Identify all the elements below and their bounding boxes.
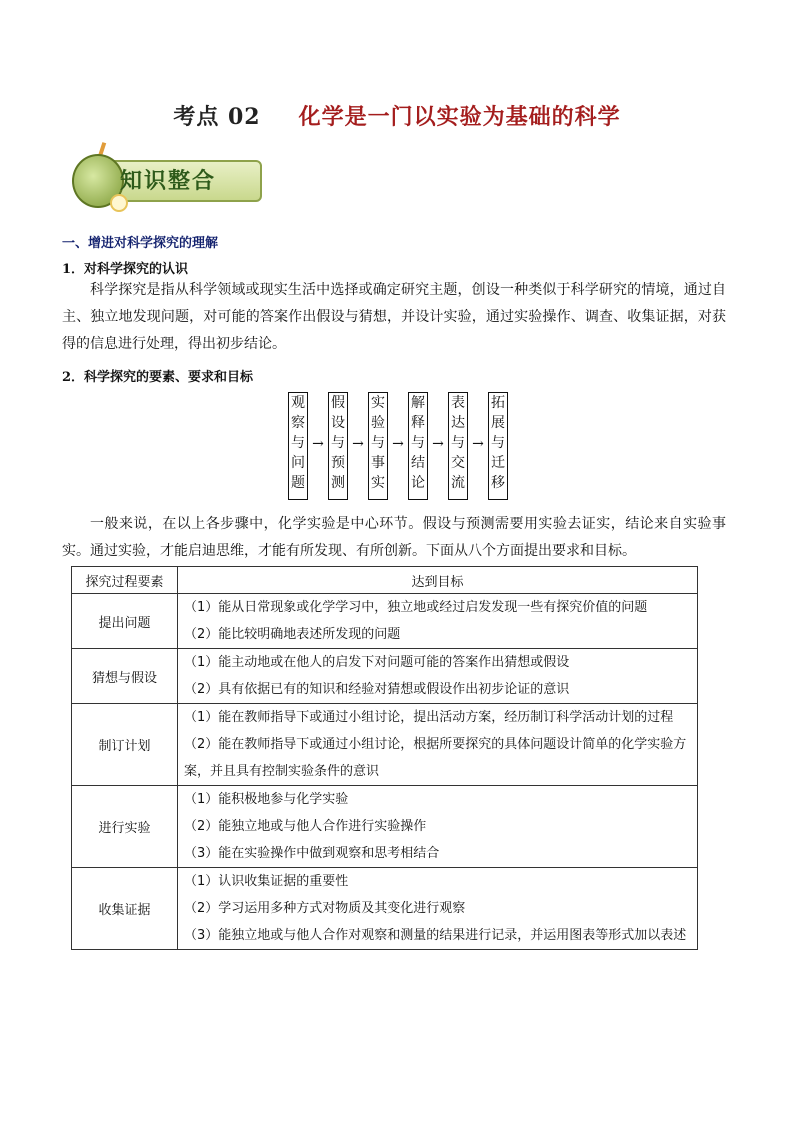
flow-arrow-icon: → — [472, 436, 484, 452]
flow-step-char: 观 — [291, 395, 305, 411]
flow-step-char: 结 — [411, 455, 425, 471]
flow-step-char: 实 — [371, 475, 385, 491]
flow-arrow-icon: → — [352, 436, 364, 452]
flow-step-box — [368, 392, 388, 500]
topic-title: 化学是一门以实验为基础的科学 — [298, 104, 621, 130]
topic-code: 考点 02 — [173, 104, 261, 130]
flow-step-char: 与 — [331, 435, 345, 451]
flow-step-char: 与 — [451, 435, 465, 451]
flow-step-char: 与 — [371, 435, 385, 451]
element-cell: 猜想与假设 — [72, 649, 178, 704]
flow-step-char: 交 — [451, 455, 465, 471]
goal-cell — [178, 649, 698, 704]
goal-item: （2）具有依据已有的知识和经验对猜想或假设作出初步论证的意识 — [184, 682, 570, 697]
flow-step-box — [288, 392, 308, 500]
flow-step-char: 测 — [331, 475, 345, 491]
section-heading: 一、增进对科学探究的理解 — [62, 236, 219, 251]
flower-icon — [110, 194, 128, 212]
goal-item: （1）能从日常现象或化学学习中，独立地或经过启发发现一些有探究价值的问题 — [184, 600, 648, 615]
flow-step-char: 展 — [491, 415, 505, 431]
flow-step-char: 察 — [291, 415, 305, 431]
flow-step-char: 题 — [291, 475, 305, 491]
flow-step-char: 解 — [411, 395, 425, 411]
goal-item: （2）学习运用多种方式对物质及其变化进行观察 — [184, 901, 466, 916]
paragraph-1: 科学探究是指从科学领域或现实生活中选择或确定研究主题，创设一种类似于科学研究的情境，通过自主、独立地发现问题，对可能的答案作出假设与猜想，并设计实验，通过实验操作、调查、收集证据，对获得的信息进行处理，得出初步结论。 — [62, 282, 726, 352]
flow-step-char: 论 — [411, 475, 425, 491]
flow-step-char: 拓 — [491, 395, 505, 411]
goal-item: （3）能独立地或与他人合作对观察和测量的结果进行记录，并运用图表等形式加以表述 — [184, 928, 687, 943]
goal-cell — [178, 594, 698, 649]
goal-item: （1）能主动地或在他人的启发下对问题可能的答案作出猜想或假设 — [184, 655, 570, 670]
goal-item: （1）能在教师指导下或通过小组讨论，提出活动方案，经历制订科学活动计划的过程 — [184, 710, 674, 725]
goal-cell — [178, 786, 698, 868]
knowledge-banner — [72, 142, 262, 208]
element-cell: 进行实验 — [72, 786, 178, 868]
goal-item: （1）能积极地参与化学实验 — [184, 792, 349, 807]
table-row — [72, 594, 698, 649]
goal-item: （1）认识收集证据的重要性 — [184, 874, 349, 889]
flow-step-char: 问 — [291, 455, 305, 471]
flow-step-char: 假 — [331, 395, 345, 411]
page-title — [0, 100, 794, 131]
flow-step-box — [448, 392, 468, 500]
table-row — [72, 704, 698, 786]
flow-step-box — [408, 392, 428, 500]
flow-step-box — [488, 392, 508, 500]
goal-cell — [178, 868, 698, 950]
header-goal: 达到目标 — [178, 567, 698, 594]
flow-step-char: 验 — [371, 415, 385, 431]
flow-step-char: 事 — [371, 455, 385, 471]
flow-arrow-icon: → — [432, 436, 444, 452]
goal-item: （3）能在实验操作中做到观察和思考相结合 — [184, 846, 440, 861]
table-row — [72, 649, 698, 704]
goal-item: （2）能独立地或与他人合作进行实验操作 — [184, 819, 427, 834]
flow-step-char: 与 — [491, 435, 505, 451]
table-header-row — [72, 567, 698, 594]
flow-arrow-icon: → — [312, 436, 324, 452]
goal-cell — [178, 704, 698, 786]
subsection-heading-1: 1．对科学探究的认识 — [62, 262, 189, 277]
flow-step-char: 与 — [291, 435, 305, 451]
flow-step-char: 表 — [451, 395, 465, 411]
paragraph-2: 一般来说，在以上各步骤中，化学实验是中心环节。假设与预测需要用实验去证实，结论来自实验事实。通过实验，才能启迪思维，才能有所发现、有所创新。下面从八个方面提出要求和目标。 — [62, 516, 726, 559]
flow-step-char: 与 — [411, 435, 425, 451]
flow-step-char: 流 — [451, 475, 465, 491]
banner-label: 知识整合 — [120, 169, 217, 194]
element-cell: 收集证据 — [72, 868, 178, 950]
flow-arrow-icon: → — [392, 436, 404, 452]
flow-step-char: 移 — [491, 475, 505, 491]
flow-step-char: 迁 — [491, 455, 505, 471]
flow-step-box — [328, 392, 348, 500]
goal-item: （2）能在教师指导下或通过小组讨论，根据所要探究的具体问题设计简单的化学实验方案，并且具有控制实验条件的意识 — [184, 737, 687, 779]
table-row — [72, 786, 698, 868]
goals-table — [71, 566, 698, 950]
flow-step-char: 设 — [331, 415, 345, 431]
goal-item: （2）能比较明确地表述所发现的问题 — [184, 627, 401, 642]
flow-step-char: 释 — [411, 415, 425, 431]
flow-step-char: 达 — [451, 415, 465, 431]
table-row — [72, 868, 698, 950]
subsection-heading-2: 2．科学探究的要素、要求和目标 — [62, 370, 254, 385]
header-element: 探究过程要素 — [72, 567, 178, 594]
element-cell: 提出问题 — [72, 594, 178, 649]
flow-step-char: 预 — [331, 455, 345, 471]
flow-step-char: 实 — [371, 395, 385, 411]
element-cell: 制订计划 — [72, 704, 178, 786]
